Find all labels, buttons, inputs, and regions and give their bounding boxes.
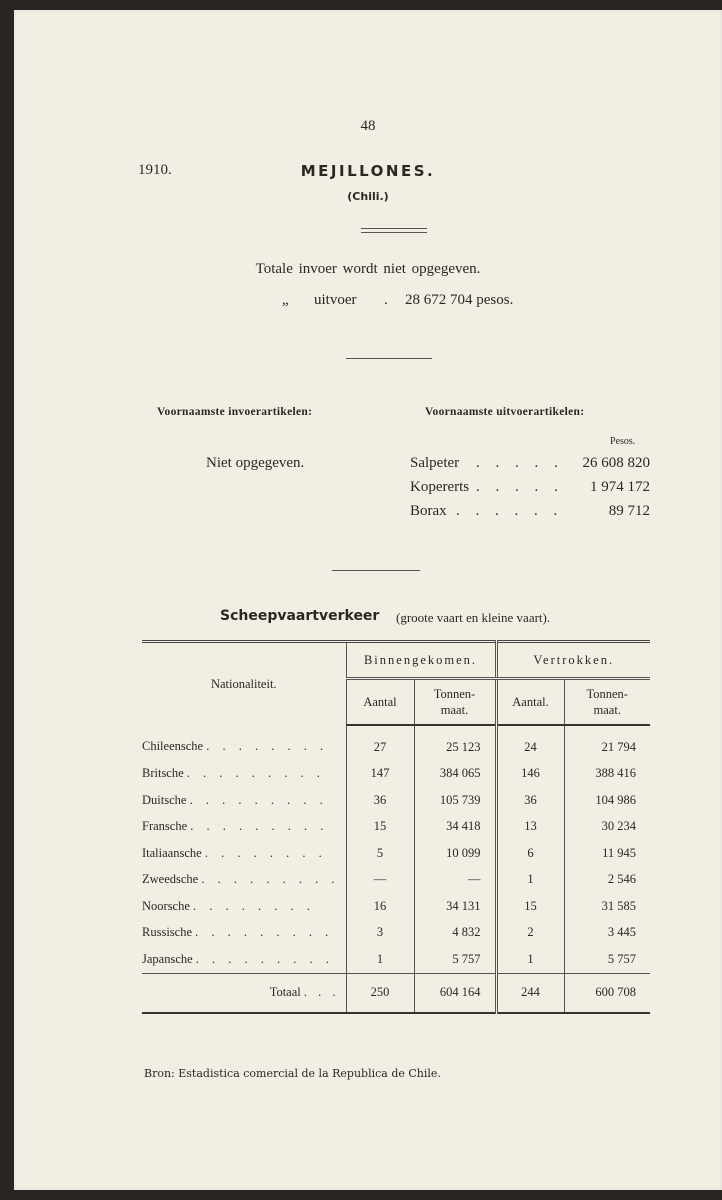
count-in-cell: 1: [346, 946, 414, 973]
tons-in-cell: 34 131: [414, 893, 496, 920]
leader-dots: . . . . . .: [456, 503, 564, 519]
nationality-name: Chileensche: [142, 739, 204, 754]
total-tons-in: 604 164: [414, 973, 496, 1013]
export-item-value: 1 974 172: [590, 479, 650, 495]
count-in-cell: —: [346, 867, 414, 894]
count-out-cell: 1: [496, 946, 564, 973]
count-out-cell: 24: [496, 725, 564, 761]
exports-unit: Pesos.: [610, 436, 636, 447]
nationality-name: Italiaansche: [142, 845, 202, 860]
col-header-tons-out: Tonnen- maat.: [564, 679, 650, 726]
export-ditto-mark: „: [282, 292, 289, 308]
table-row: [142, 725, 650, 761]
count-out-cell: 6: [496, 840, 564, 867]
tons-in-cell: 25 123: [414, 725, 496, 761]
source-note: Bron: Estadistica comercial de la Republica de Chile.: [144, 1067, 441, 1080]
tons-in-cell: 384 065: [414, 761, 496, 788]
country-label: (Chili.): [347, 190, 389, 203]
nationality-name: Noorsche: [142, 898, 190, 913]
table-row: [142, 920, 650, 947]
table-row: [142, 787, 650, 814]
col-header-nationality: Nationaliteit.: [210, 676, 277, 691]
imports-heading: Voornaamste invoerartikelen:: [157, 406, 313, 418]
tons-in-cell: 4 832: [414, 920, 496, 947]
count-out-cell: 36: [496, 787, 564, 814]
tons-in-cell: —: [414, 867, 496, 894]
leader-dots: . . . . . . . .: [204, 845, 327, 860]
col-header-count-out: Aantal.: [496, 679, 564, 726]
tons-in-cell: 34 418: [414, 814, 496, 841]
port-title: MEJILLONES.: [300, 162, 436, 180]
table-row: [142, 893, 650, 920]
tons-in-cell: 5 757: [414, 946, 496, 973]
nationality-name: Japansche: [142, 951, 193, 966]
count-in-cell: 5: [346, 840, 414, 867]
col-group-departed: Vertrokken.: [496, 642, 650, 679]
nationality-name: Fransche: [142, 819, 188, 834]
count-in-cell: 16: [346, 893, 414, 920]
col-header-tons-in: Tonnen- maat.: [414, 679, 496, 726]
tons-out-cell: 31 585: [564, 893, 650, 920]
leader-dots: . . . . . . . . .: [201, 872, 340, 887]
export-label: uitvoer: [314, 292, 357, 308]
nationality-name: Britsche: [142, 766, 184, 781]
tons-out-cell: 3 445: [564, 920, 650, 947]
total-count-in: 250: [346, 973, 414, 1013]
table-row: [142, 761, 650, 788]
tons-in-cell: 10 099: [414, 840, 496, 867]
leader-dots: . . . . . . . .: [193, 898, 315, 913]
leader-dots: . . . . . . . . .: [189, 792, 328, 807]
export-item-name: Salpeter: [410, 455, 460, 471]
double-divider: [361, 228, 427, 233]
shipping-subtitle: (groote vaart en kleine vaart).: [396, 610, 551, 625]
export-item-name: Borax: [410, 503, 447, 519]
count-in-cell: 27: [346, 725, 414, 761]
tons-out-cell: 5 757: [564, 946, 650, 973]
table-row: [142, 814, 650, 841]
leader-dots: . . . . . . . . .: [190, 819, 329, 834]
table-row: [142, 867, 650, 894]
report-year: 1910.: [138, 162, 172, 178]
leader-dots: . . . . . . . . .: [195, 951, 334, 966]
total-tons-out: 600 708: [564, 973, 650, 1013]
count-out-cell: 146: [496, 761, 564, 788]
document-page: [14, 10, 722, 1190]
count-in-cell: 147: [346, 761, 414, 788]
nationality-name: Russische: [142, 925, 192, 940]
section-divider: [332, 570, 420, 571]
total-count-out: 244: [496, 973, 564, 1013]
count-in-cell: 15: [346, 814, 414, 841]
count-out-cell: 13: [496, 814, 564, 841]
tons-out-cell: 388 416: [564, 761, 650, 788]
leader-dots: . . . . .: [476, 455, 564, 471]
exports-heading: Voornaamste uitvoerartikelen:: [425, 406, 585, 418]
count-out-cell: 1: [496, 867, 564, 894]
table-row: [142, 946, 650, 973]
tons-out-cell: 30 234: [564, 814, 650, 841]
shipping-title: Scheepvaartverkeer: [220, 608, 380, 624]
nationality-name: Zweedsche: [142, 872, 199, 887]
count-out-cell: 15: [496, 893, 564, 920]
export-dot: .: [384, 292, 388, 308]
total-row: [142, 973, 650, 1013]
page-number: 48: [360, 118, 376, 134]
tons-out-cell: 11 945: [564, 840, 650, 867]
col-group-arrived: Binnengekomen.: [346, 642, 496, 679]
leader-dots: . . .: [303, 985, 340, 999]
count-in-cell: 36: [346, 787, 414, 814]
tons-in-cell: 105 739: [414, 787, 496, 814]
count-out-cell: 2: [496, 920, 564, 947]
tons-out-cell: 2 546: [564, 867, 650, 894]
export-item-name: Kopererts: [410, 479, 470, 495]
count-in-cell: 3: [346, 920, 414, 947]
export-item-value: 26 608 820: [582, 455, 650, 471]
tons-out-cell: 104 986: [564, 787, 650, 814]
export-total-value: 28 672 704 pesos.: [405, 292, 514, 308]
col-header-count-in: Aantal: [346, 679, 414, 726]
imports-text: Niet opgegeven.: [206, 455, 305, 471]
leader-dots: . . . . . . . . .: [195, 925, 334, 940]
section-divider: [346, 358, 432, 359]
leader-dots: . . . . .: [476, 479, 564, 495]
nationality-name: Duitsche: [142, 792, 187, 807]
export-item-value: 89 712: [608, 503, 650, 519]
shipping-table: [142, 640, 650, 1014]
tons-out-cell: 21 794: [564, 725, 650, 761]
import-total-line: Totale invoer wordt niet opgegeven.: [255, 261, 481, 277]
table-row: [142, 840, 650, 867]
total-label: Totaal: [269, 985, 301, 999]
leader-dots: . . . . . . . .: [206, 739, 329, 754]
leader-dots: . . . . . . . . .: [186, 766, 325, 781]
